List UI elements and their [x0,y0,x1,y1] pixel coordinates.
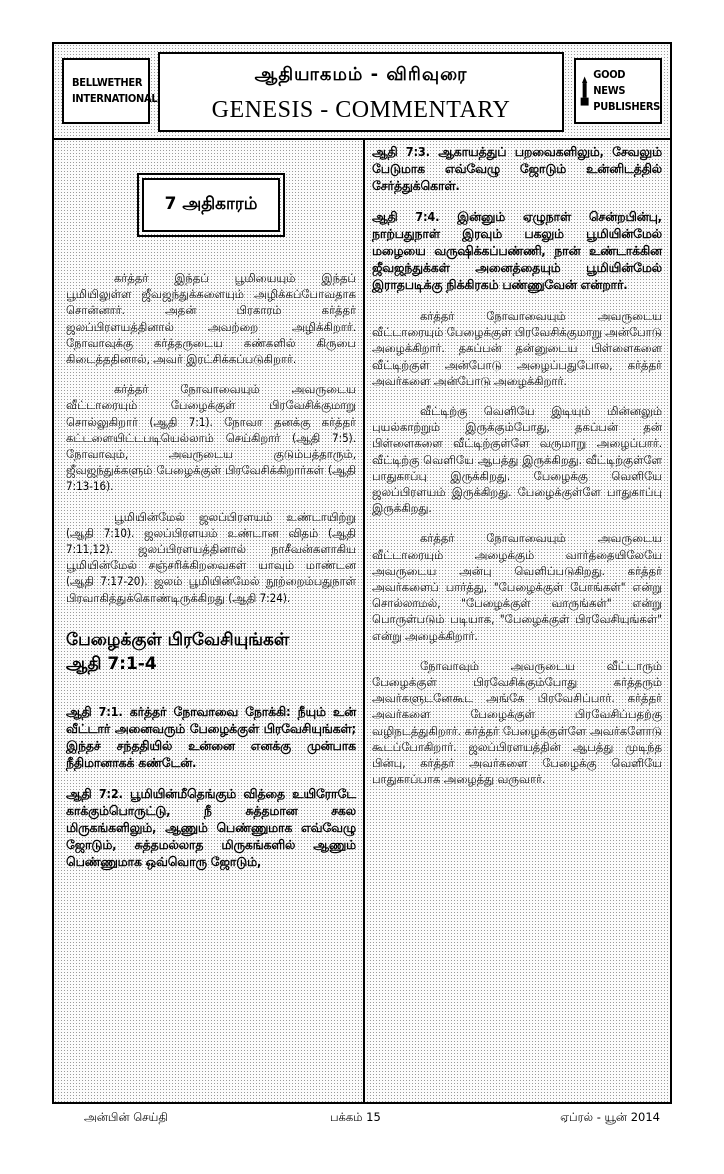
logo-left-text: BELLWETHER INTERNATIONAL [72,76,158,105]
bellwether-logo [62,58,158,124]
intro-paragraph: கர்த்தர் நோவாவையும் அவருடைய வீட்டாரையும் பேழைக்குள் பிரவேசிக்குமாறு சொல்லுகிறார் (ஆதி 7:1). நோவா தனக்கு கர்த்தர் கட்டளையிட்டபடியெல்லாம் செய்கிறார் (ஆதி 7:5). நோவாவும், அவருடைய குடும்பத்தாரும், ஜீவஜந்துக்களும் பேழைக்குள் பிரவேசிக்கிறார்கள் (ஆதி 7:13-16). [66,382,356,494]
intro-paragraph: பூமியின்மேல் ஜலப்பிரளயம் உண்டாயிற்று (ஆதி 7:10). ஜலப்பிரளயம் உண்டான விதம் (ஆதி 7:11,12). ஜலப்பிரளயத்தினால் நாசீவன்களாகிய பூமியின்மேல் சஞ்சரிக்கிறவைகள் யாவும் மாண்டன (ஆதி 7:17-20). ஜலம் பூமியின்மேல் நூற்றைம்பதுநாள் பிரவாகித்துக்கொண்டிருக்கிறது (ஆதி 7:24). [66,509,356,605]
page-frame [52,42,672,1104]
footer-page-number: பக்கம் 15 [330,1110,381,1124]
good-news-logo [574,58,662,124]
right-column [372,144,662,801]
commentary-paragraph: நோவாவும் அவருடைய வீட்டாரும் பேழைக்குள் பிரவேசிக்கும்போது கர்த்தரும் அவர்களுடனேகூட அங்கே பிரவேசிப்பார். கர்த்தர் அவர்களை பேழைக்குள் பிரவேசிப்பதற்கு வழிநடத்துகிறார். கர்த்தர் பேழைக்குள்ளே அவர்களோடு கூடப்போகிறார். ஜலப்பிரளயத்தின் ஆபத்து முடிந்த பின்பு, கர்த்தர் அவர்களை பேழைக்கு வெளியே பாதுகாப்பாக அழைத்து வருவார். [372,658,662,787]
commentary-paragraph: கர்த்தர் நோவாவையும் அவருடைய வீட்டாரையும் அழைக்கும் வார்த்தையிலேயே அவருடைய அன்பு வெளிப்படுகிறது. கர்த்தர் அவர்களைப் பார்த்து, "பேழைக்குள் போங்கள்" என்று சொல்லாமல், "பேழைக்குள் வாருங்கள்" என்று பொருள்படும் படியாக, "பேழைக்குள் பிரவேசியுங்கள்" என்று அழைக்கிறார். [372,531,662,643]
column-divider [363,140,365,1102]
verse-paragraph: ஆதி 7:4. இன்னும் ஏழுநாள் சென்றபின்பு, நாற்பதுநாள் இரவும் பகலும் பூமியின்மேல் மழையை வருஷிக்கப்பண்ணி, நான் உண்டாக்கின ஜீவஜந்துக்கள் அனைத்தையும் பூமியின்மேல் இராதபடிக்கு நிக்கிரகம் பண்ணுவேன் என்றார். [372,210,662,292]
section-reference: ஆதி 7:1-4 [66,653,157,674]
tower-icon [580,69,589,113]
left-column [66,144,356,885]
verse-paragraph: ஆதி 7:2. பூமியின்மீதெங்கும் வித்தை உயிரோடே காக்கும்பொருட்டு, நீ சுத்தமான சகல மிருகங்களிலும், ஆணும் பெண்ணுமாக எவ்வேழு ஜோடும், சுத்தமல்லாத மிருகங்களில் ஆணும் பெண்ணுமாக ஒவ்வொரு ஜோடும், [66,786,356,869]
footer-magazine-name: அன்பின் செய்தி [84,1110,168,1124]
verse-paragraph: ஆதி 7:3. ஆகாயத்துப் பறவைகளிலும், சேவலும் பேடுமாக எவ்வேழு ஜோடும் உன்னிடத்தில் சேர்த்துக்கொள். [372,145,662,193]
verse-paragraph: ஆதி 7:1. கர்த்தர் நோவாவை நோக்கி: நீயும் உன் வீட்டார் அனைவரும் பேழைக்குள் பிரவேசியுங்கள்; இந்தச் சந்ததியில் உன்னை எனக்கு முன்பாக நீதிமானாகக் கண்டேன். [66,704,356,770]
footer-issue-date: ஏப்ரல் - யூன் 2014 [560,1110,660,1124]
section-heading [66,628,356,676]
title-tamil: ஆதியாகமம் - விரிவுரை [254,64,468,85]
chapter-heading: 7 அதிகாரம் [142,178,280,232]
commentary-paragraph: கர்த்தர் நோவாவையும் அவருடைய வீட்டாரையும் பேழைக்குள் பிரவேசிக்குமாறு அன்போடு அழைக்கிறார். தகப்பன் தன்னுடைய பிள்ளைகளை வீட்டிற்குள் அன்போடு அழைப்பதுபோல, கர்த்தர் அவர்களை அன்போடு அழைக்கிறார். [372,309,662,388]
section-title: பேழைக்குள் பிரவேசியுங்கள் [66,629,290,650]
title-english: GENESIS - COMMENTARY [211,97,511,123]
intro-paragraph: கர்த்தர் இந்தப் பூமியையும் இந்தப் பூமியிலுள்ள ஜீவஜந்துக்களையும் அழிக்கப்போவதாக சொன்னார். அதன் பிரகாரம் கர்த்தர் ஜலப்பிரளயத்தினால் அவற்றை அழிக்கிறார். நோவாவுக்கு கர்த்தருடைய கண்களில் கிருபை கிடைத்ததினால், அவர் இரட்சிக்கப்படுகிறார். [66,271,356,367]
page-header [54,44,670,140]
page-footer [0,1110,724,1134]
title-box [158,52,564,132]
commentary-paragraph: வீட்டிற்கு வெளியே இடியும் மின்னலும் புயல்காற்றும் இருக்கும்போது, தகப்பன் தன் பிள்ளைகளை வீட்டிற்குள்ளே வருமாறு அழைப்பார். வீட்டிற்கு வெளியே ஆபத்து இருக்கிறது. வீட்டிற்குள்ளே பாதுகாப்பு இருக்கிறது. பேழைக்கு வெளியே ஜலப்பிரளயம் இருக்கிறது. பேழைக்குள்ளே பாதுகாப்பு இருக்கிறது. [372,404,662,516]
logo-right-text: GOOD NEWS PUBLISHERS [593,68,660,113]
